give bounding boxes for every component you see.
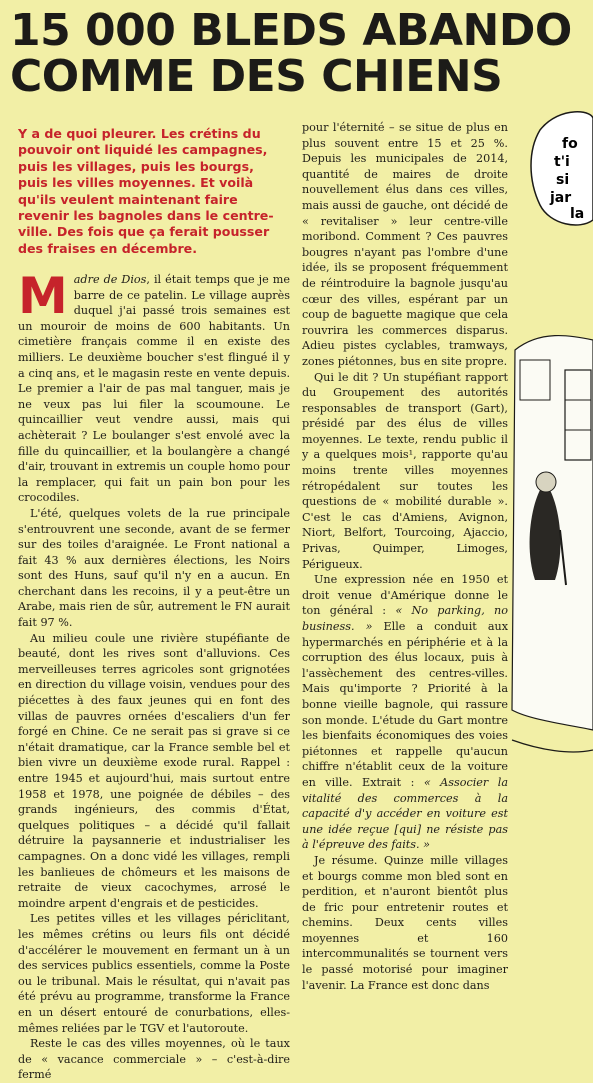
dropcap: M [18, 267, 68, 325]
paragraph-1-text: , il était temps que je me barre de ce patelin. Le village auprès duquel j'ai passé trois semaines est un mouroir de moins de 600 habitants. Un cimetière français comme il en existe des milliers. Le deuxième boucher s'est flingué il y a cinq ans, et le magasin reste en vente depuis. Le premier a l'air de pas mal tanguer, mais je ne veux pas lui filer la scoumoune. Le quincaillier veut vendre aussi, mais qui achèterait ? Le boulanger s'est envolé avec la fille du quincaillier, et la boulangère a changé d'air, trouvant in extremis un couple homo pour la remplacer, qui fait un pain bon pour les crocodiles. [18, 273, 290, 505]
paragraph-r3-italic: « No parking, no business. » [302, 604, 508, 633]
paragraph-r4: Je résume. Quinze mille villages et bourgs comme mon bled sont en perdition, et n'auront bientôt plus de fric pour entretenir routes et chemins. Deux cents villes moyennes et 160 intercommunalités se tournent vers le passé motorisé pour imaginer l'avenir. La France est donc dans [302, 853, 508, 992]
headline-line-1: 15 000 BLEDS ABANDO [10, 5, 572, 56]
paragraph-r3-text: Une expression née en 1950 et droit venue d'Amérique donne le ton général : [302, 573, 508, 618]
paragraph-5: Reste le cas des villes moyennes, où le taux de « vacance commerciale » – c'est-à-dire fermé [18, 1037, 290, 1082]
cartoon-illustration [510, 110, 593, 770]
headline [10, 5, 593, 102]
old-woman-head [536, 472, 556, 492]
paragraph-r3-rest: Elle a conduit aux hypermarchés en périphérie et à la corruption des élus locaux, puis à l'assèchement des centres-villes. Mais qu'importe ? Priorité à la bonne vieille bagnole, qui rassure son monde. L'étude du Gart montre les bienfaits économiques des voies piétonnes et rappelle qu'aucun chiffre n'établit ceux de la voiture en ville. Extrait : [302, 620, 509, 789]
bubble-line-4: jar [550, 190, 572, 206]
paragraph-4: Les petites villes et les villages périclitant, les mêmes crétins ou leurs fils ont décidé d'accélérer le mouvement en fermant un à un des services publics essentiels, comme la Poste ou le tribunal. Mais le résultat, qui n'avait pas été prévu au programme, transforme la France en un désert entouré de conurbations, elles-mêmes reliées par le TGV et l'autoroute. [18, 912, 290, 1035]
headline-line-2: COMME DES CHIENS [10, 51, 503, 102]
paragraph-1 [18, 267, 290, 506]
paragraph-1-italic: adre de Dios [73, 273, 147, 286]
paragraph-r2: Qui le dit ? Un stupéfiant rapport du Groupement des autorités responsables de transport (Gart), présidé par des élus de villes moyennes. Le texte, rendu public il y a quelques mois¹, rapporte qu'au moins trente villes moyennes rétropédalent sur toutes les questions de « mobilité durable ». C'est le cas d'Amiens, Avignon, Niort, Belfort, Tourcoing, Ajaccio, Privas, Quimper, Limoges, Périgueux. [302, 370, 508, 571]
paragraph-3: Au milieu coule une rivière stupéfiante de beauté, dont les rives sont d'alluvions. Ces merveilleuses terres agricoles sont grignotées en direction du village voisin, vendues pour des piécettes à des faux jeunes qui en font des villas de pauvres ornées d'escaliers d'un fer forgé en Chine. Ce ne serait pas si grave si ce n'était dramatique, car la France semble bel et bien vivre un deuxième exode rural. Rappel : entre 1945 et aujourd'hui, mais surtout entre 1958 et 1978, une poignée de débiles – des grands ingénieurs, des commis d'État, quelques politiques – a décidé qu'il fallait détruire la paysannerie et industrialiser les campagnes. On a donc vidé les villages, rempli les banlieues de chômeurs et les maisons de retraite de vieux cacochymes, arrosé le moindre arpent d'engrais et de pesticides. [18, 631, 290, 910]
lede: Y a de quoi pleurer. Les crétins du pouvoir ont liquidé les campagnes, puis les villages, puis les bourgs, puis les villes moyennes. Et voilà qu'ils veulent maintenant faire revenir les bagnoles dans le centre-ville. Des fois que ça ferait pousser des fraises en décembre. [18, 126, 274, 256]
bubble-line-2: t'i [554, 154, 570, 170]
paragraph-r1: pour l'éternité – se situe de plus en plus souvent entre 15 et 25 %. Depuis les municipales de 2014, quantité de maires de droite nouvellement élus dans ces villes, mais aussi de gauche, ont décidé de « revitaliser » leur centre-ville moribond. Comment ? Ces pauvres bougres n'ayant pas l'ombre d'une idée, ils se proposent fréquemment de réintroduire la bagnole jusqu'au cœur des villes, espérant par un coup de baguette magique que cela rouvrira les commerces disparus. Adieu pistes cyclables, tramways, zones piétonnes, bus en site propre. [302, 121, 508, 368]
paragraph-r3-quote: « Associer la vitalité des commerces à la capacité d'y accéder en voiture est une idée reçue [qui] ne résiste pas à l'épreuve des faits. » [302, 775, 508, 852]
paragraph-r3 [302, 572, 508, 853]
right-column [302, 120, 508, 993]
cartoon-drawing [510, 110, 593, 770]
bubble-line-1: fo [562, 136, 578, 152]
paragraph-2: L'été, quelques volets de la rue principale s'entrouvrent une seconde, avant de se fermer sur des toiles d'araignée. Le Front national a fait 43 % aux dernières élections, les Noirs sont des Huns, sauf qu'il n'y en a aucun. En cherchant dans les recoins, il y a peut-être un Arabe, mais rien de sûr, autrement le FN aurait fait 97 %. [18, 506, 290, 630]
bubble-line-3: si [556, 172, 570, 188]
bubble-line-5: la [570, 206, 585, 222]
left-column [18, 267, 290, 1083]
